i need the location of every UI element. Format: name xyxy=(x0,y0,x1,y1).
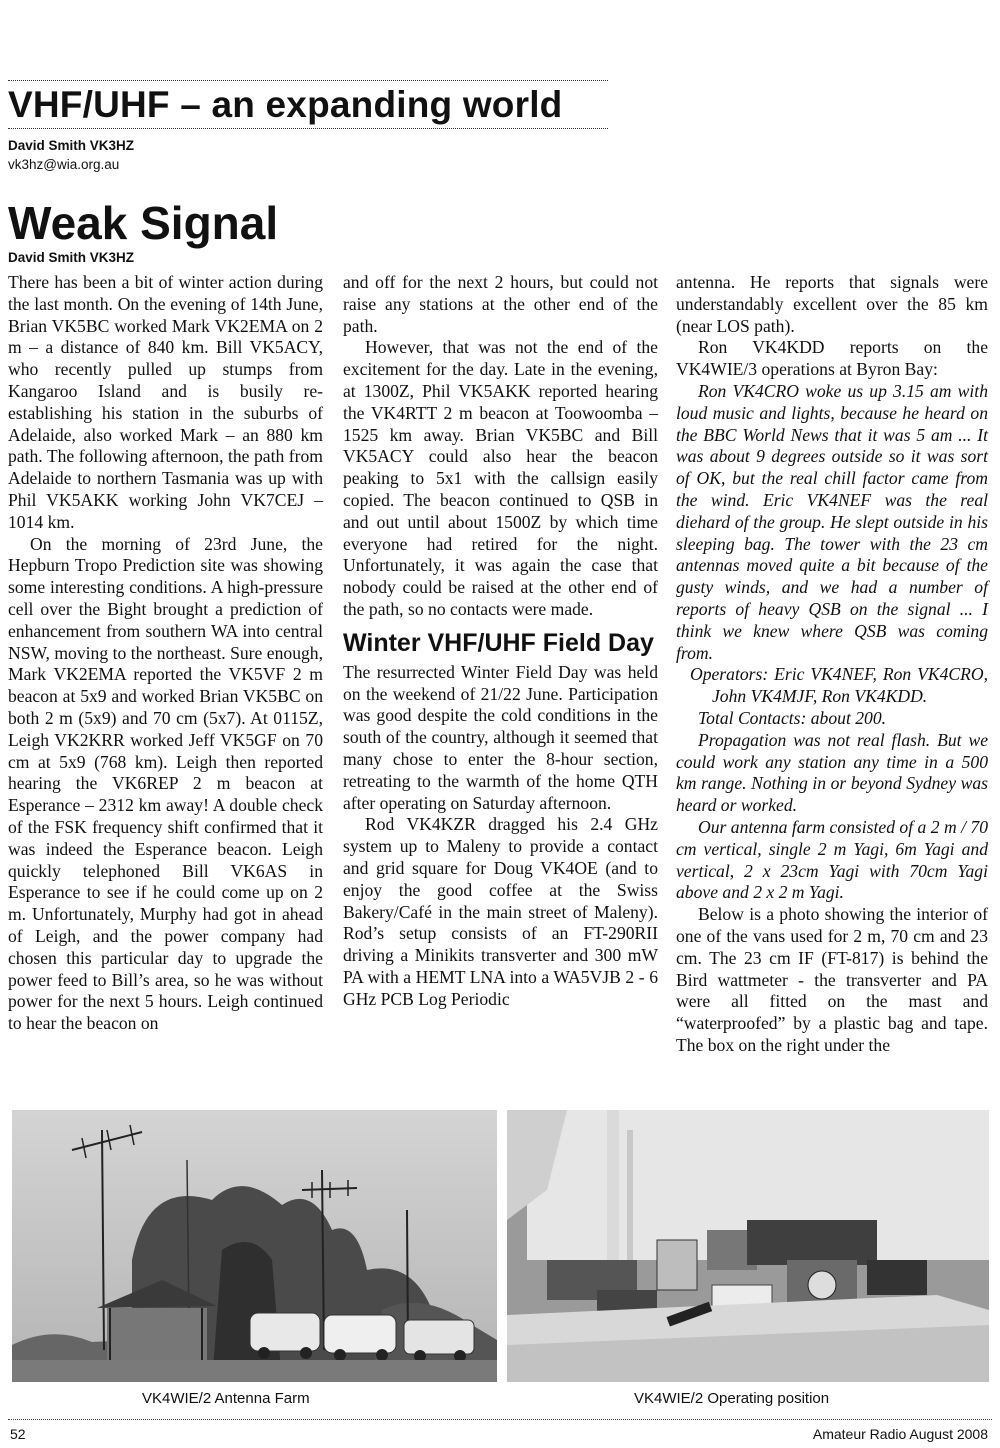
publication-footer: Amateur Radio August 2008 xyxy=(812,1426,988,1442)
paragraph: There has been a bit of winter action during the last month. On the evening of 14th June, Brian VK5BC worked Mark VK2EMA on 2 m – a distance of 840 km. Bill VK5ACY, who recently pulled up stumps from Kangaroo Island and is busily re-establishing his station in the suburbs of Adelaide, also worked Mark – an 880 km path. The following afternoon, the path from Adelaide to northern Tasmania was up with Phil VK5AKK working John VK7CEJ – 1014 km. xyxy=(8,272,323,532)
footer-rule xyxy=(8,1419,992,1420)
quote-paragraph: Ron VK4CRO woke us up 3.15 am with loud music and lights, because he heard on the BBC World News that it was 5 am ... It was about 9 degrees outside so it was sort of OK, but the real chill factor came from the wind. Eric VK4NEF was the real diehard of the group. He slept outside in his sleeping bag. The tower with the 23 cm antennas moved quite a bit because of the gusty winds, and we had a number of reports of heavy QSB on the signal ... I think we knew where QSB was coming from. xyxy=(676,380,988,663)
operators-list: Operators: Eric VK4NEF, Ron VK4CRO, John VK4MJF, Ron VK4KDD. xyxy=(690,664,988,707)
header-top-rule xyxy=(8,80,608,81)
article-byline: David Smith VK3HZ xyxy=(8,250,135,265)
column-2 xyxy=(343,272,658,1011)
paragraph: Rod VK4KZR dragged his 2.4 GHz system up to Maleny to provide a contact and grid square for Doug VK4OE (and to enjoy the good coffee at the Swiss Bakery/Café in the main street of Maleny). Rod’s setup consists of an FT-290RII driving a Minikits transverter and 300 mW PA with a HEMT LNA into a WA5VJB 2 - 6 GHz PCB Log Periodic xyxy=(343,814,658,1009)
paragraph: and off for the next 2 hours, but could not raise any stations at the other end of the path. xyxy=(343,272,658,336)
column-3 xyxy=(676,272,988,1057)
column-1 xyxy=(8,272,323,1035)
paragraph: Our antenna farm consisted of a 2 m / 70 cm vertical, single 2 m Yagi, 6m Yagi and vertical, 2 x 23cm Yagi with 70cm Yagi above and 2 x 2 m Yagi. xyxy=(676,816,988,903)
paragraph: However, that was not the end of the excitement for the day. Late in the evening, at 1300Z, Phil VK5AKK reported hearing the VK4RTT 2 m beacon at Toowoomba – 1525 km away. Brian VK5BC and Bill VK5ACY could also hear the beacon peaking to 5x1 with the callsign easily copied. The beacon continued to QSB in and out until about 1500Z by which time everyone had retired for the night. Unfortunately, it was again the case that nobody could be raised at the other end of the path, so no contacts were made. xyxy=(343,337,658,619)
section-title: VHF/UHF – an expanding world xyxy=(8,84,563,125)
photo-caption-right: VK4WIE/2 Operating position xyxy=(634,1390,830,1407)
article-title: Weak Signal xyxy=(8,197,279,249)
paragraph: The resurrected Winter Field Day was held on the weekend of 21/22 June. Participation was good despite the cold conditions in the south of the country, although it seemed that many chose to enter the 8-hour section, retreating to the warmth of the home QTH after operating on Saturday afternoon. xyxy=(343,661,658,813)
author-email[interactable]: vk3hz@wia.org.au xyxy=(8,157,120,172)
photo-caption-left: VK4WIE/2 Antenna Farm xyxy=(142,1390,310,1407)
photo-operating-position xyxy=(507,1110,989,1382)
author-name: David Smith VK3HZ xyxy=(8,138,135,153)
paragraph: antenna. He reports that signals were understandably excellent over the 85 km (near LOS path). xyxy=(676,272,988,336)
header-bottom-rule xyxy=(8,128,608,129)
paragraph: On the morning of 23rd June, the Hepburn Tropo Prediction site was showing some interesting conditions. A high-pressure cell over the Bight brought a prediction of enhancement from southern WA into central NSW, moving to the northeast. Sure enough, Mark VK2EMA reported the VK5VF 2 m beacon at 5x9 and worked Brian VK5BC on both 2 m (5x9) and 70 cm (5x7). At 0115Z, Leigh VK2KRR worked Jeff VK5GF on 70 cm at 5x9 (768 km). Leigh then reported hearing the VK6REP 2 m beacon at Esperance – 2312 km away! A double check of the FSK frequency shift confirmed that it was indeed the Esperance beacon. Leigh quickly telephoned Bill VK6AS in Esperance to see if he could come up on 2 m. Unfortunately, Murphy had got in ahead of Leigh, and the power company had chosen this particular day to upgrade the power feed to Bill’s area, so he was without power for the next 5 hours. Leigh continued to hear the beacon on xyxy=(8,533,323,1034)
total-contacts: Total Contacts: about 200. xyxy=(698,707,887,728)
paragraph: Propagation was not real flash. But we could work any station any time in a 500 km range. Nothing in or beyond Sydney was heard or worked. xyxy=(676,729,988,816)
photo-antenna-farm xyxy=(12,1110,497,1382)
paragraph: Below is a photo showing the interior of one of the vans used for 2 m, 70 cm and 23 cm. The 23 cm IF (FT-817) is behind the Bird wattmeter - the transverter and PA were all fitted on the mast and “waterproofed” by a plastic bag and tape. The box on the right under the xyxy=(676,904,988,1055)
paragraph: Ron VK4KDD reports on the VK4WIE/3 operations at Byron Bay: xyxy=(676,337,988,380)
subheading-field-day: Winter VHF/UHF Field Day xyxy=(343,628,654,657)
page-number: 52 xyxy=(10,1426,26,1442)
